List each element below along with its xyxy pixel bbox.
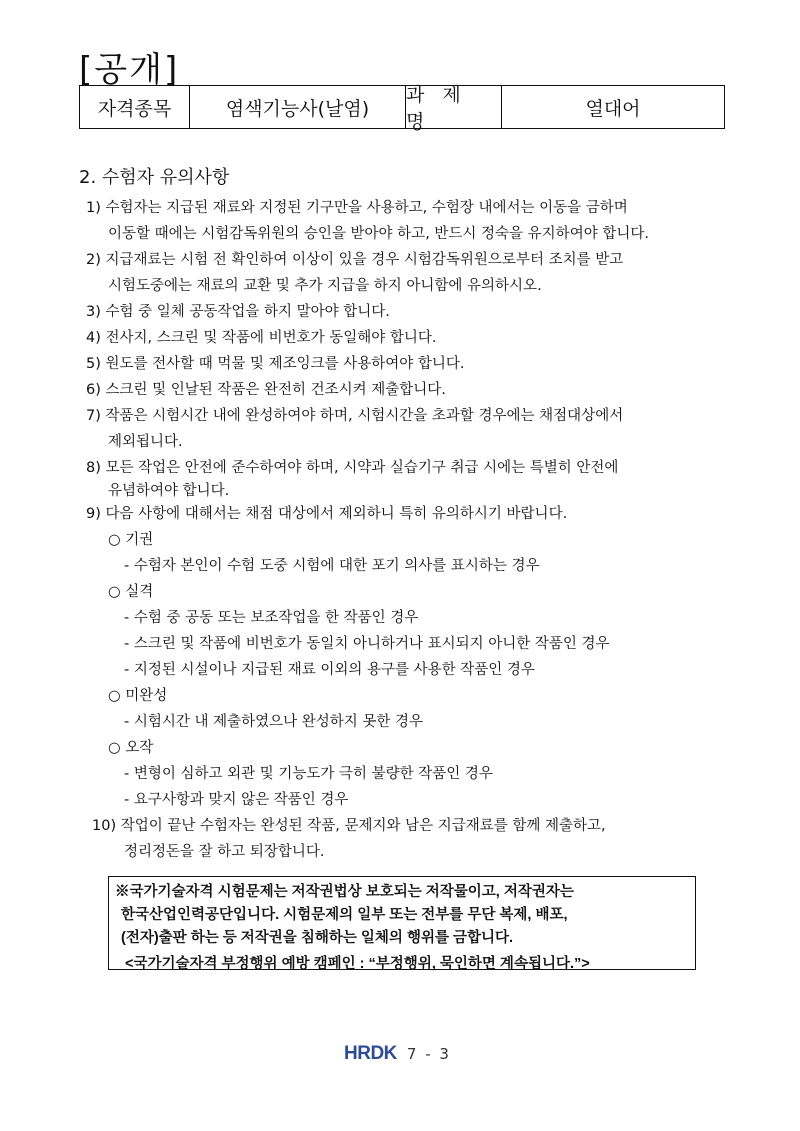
instruction-line: ○ 오작: [108, 740, 154, 756]
instruction-line: - 수험자 본인이 수험 도중 시험에 대한 포기 의사를 표시하는 경우: [124, 558, 540, 574]
page-number: 7 - 3: [406, 1045, 451, 1063]
task-value: 열대어: [585, 97, 641, 120]
hrdk-logo: HRDK: [344, 1043, 397, 1064]
instruction-line: - 지정된 시설이나 지급된 재료 이외의 용구를 사용한 작품인 경우: [124, 662, 535, 678]
notice-line: 한국산업인력공단입니다. 시험문제의 일부 또는 전부를 무단 복제, 배포,: [121, 907, 568, 923]
instruction-line: 정리정돈을 잘 하고 퇴장합니다.: [124, 844, 325, 860]
notice-line: ※국가기술자격 시험문제는 저작권법상 보호되는 저작물이고, 저작권자는: [115, 884, 574, 900]
copyright-notice-box: [108, 876, 696, 970]
instruction-line: 제외됩니다.: [108, 434, 183, 450]
notice-line: (전자)출판 하는 등 저작권을 침해하는 일체의 행위를 금합니다.: [121, 930, 514, 946]
instruction-line: 이동할 때에는 시험감독위원의 승인을 받아야 하고, 반드시 정숙을 유지하여야 합니다.: [108, 226, 649, 242]
instruction-line: 8) 모든 작업은 안전에 준수하여야 하며, 시약과 실습기구 취급 시에는 특별히 안전에: [86, 460, 619, 476]
notice-line: <국가기술자격 부정행위 예방 캠페인 : “부정행위, 묵인하면 계속됩니다.”>: [125, 956, 590, 972]
section-title: 2. 수험자 유의사항: [79, 167, 230, 188]
page-footer: [344, 1043, 451, 1065]
instruction-line: 1) 수험자는 지급된 재료와 지정된 기구만을 사용하고, 수험장 내에서는 이동을 금하며: [86, 200, 628, 216]
instruction-line: - 스크린 및 작품에 비번호가 동일치 아니하거나 표시되지 아니한 작품인 경우: [124, 636, 610, 652]
instruction-line: - 수험 중 공동 또는 보조작업을 한 작품인 경우: [124, 610, 419, 626]
instruction-line: 9) 다음 사항에 대해서는 채점 대상에서 제외하니 특히 유의하시기 바랍니다.: [86, 506, 568, 522]
instruction-line: - 변형이 심하고 외관 및 기능도가 극히 불량한 작품인 경우: [124, 766, 493, 782]
instruction-line: ○ 미완성: [108, 688, 168, 704]
instruction-line: - 시험시간 내 제출하였으나 완성하지 못한 경우: [124, 714, 424, 730]
instruction-line: 5) 원도를 전사할 때 먹물 및 제조잉크를 사용하여야 합니다.: [86, 356, 465, 372]
instruction-line: 7) 작품은 시험시간 내에 완성하여야 하며, 시험시간을 초과할 경우에는 채점대상에서: [86, 408, 624, 424]
qualification-value: 염색기능사(날염): [190, 86, 406, 128]
instruction-line: 10) 작업이 끝난 수험자는 완성된 작품, 문제지와 남은 지급재료를 함께 제출하고,: [92, 818, 606, 834]
instruction-line: 6) 스크린 및 인날된 작품은 완전히 건조시켜 제출합니다.: [86, 382, 446, 398]
instruction-line: 4) 전사지, 스크린 및 작품에 비번호가 동일해야 합니다.: [86, 330, 437, 346]
instruction-line: 3) 수험 중 일체 공동작업을 하지 말아야 합니다.: [86, 304, 390, 320]
instruction-line: 시험도중에는 재료의 교환 및 추가 지급을 하지 아니함에 유의하시오.: [108, 278, 542, 294]
public-tag: [공개]: [79, 50, 180, 90]
instruction-line: ○ 실격: [108, 584, 154, 600]
instruction-line: 유념하여야 합니다.: [108, 483, 230, 499]
instruction-line: 2) 지급재료는 시험 전 확인하여 이상이 있을 경우 시험감독위원으로부터 조치를 받고: [86, 252, 624, 268]
instruction-line: ○ 기권: [108, 532, 154, 548]
qualification-label: 자격종목: [80, 86, 190, 128]
task-label: 과 제 명: [406, 86, 502, 128]
exam-info-table: [79, 84, 725, 133]
instruction-line: - 요구사항과 맞지 않은 작품인 경우: [124, 792, 349, 808]
